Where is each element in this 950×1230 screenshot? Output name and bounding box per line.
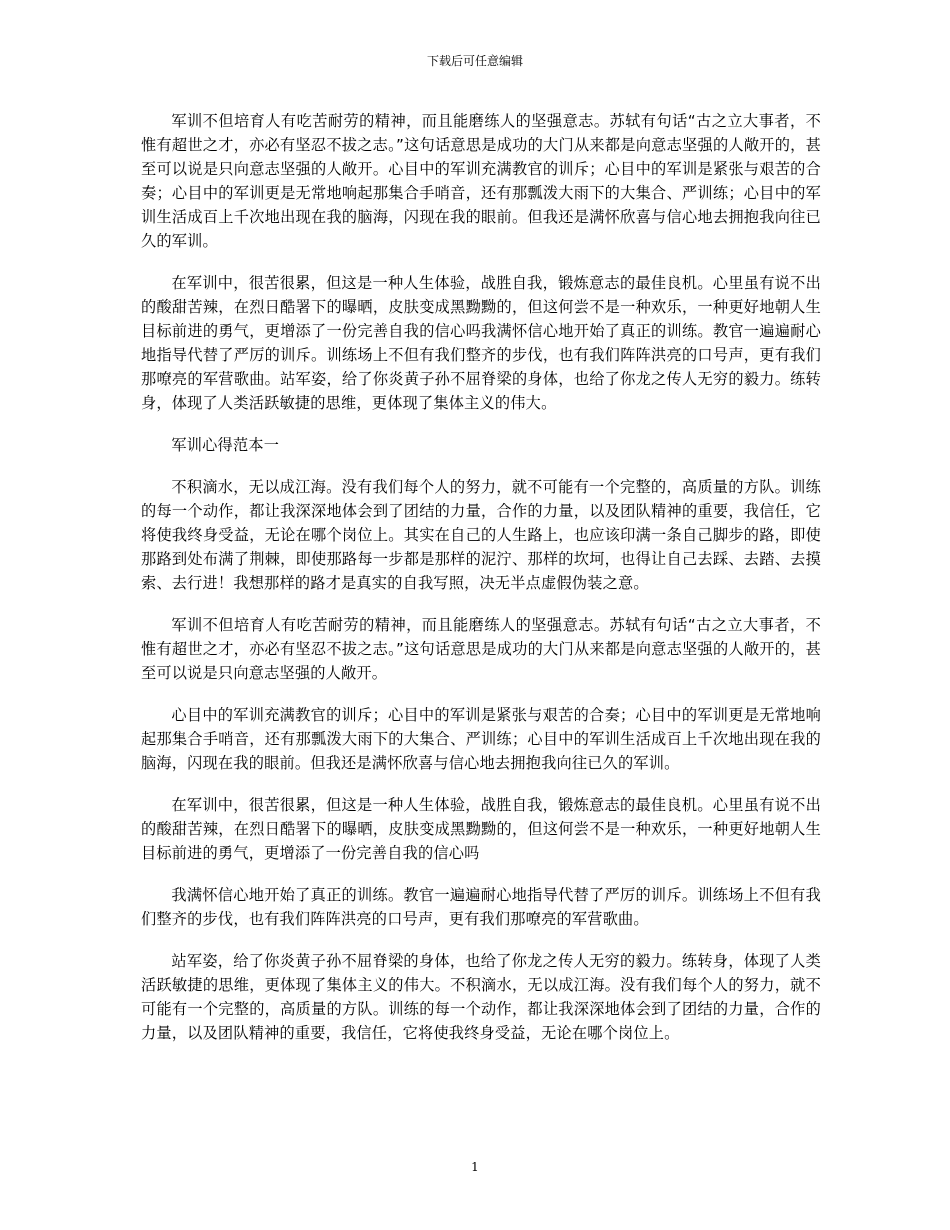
page-header: 下载后可任意编辑 <box>426 54 523 68</box>
paragraph-3: 不积滴水，无以成江海。没有我们每个人的努力，就不可能有一个完整的，高质量的方队。训练的每一个动作，都让我深深地体会到了团结的力量，合作的力量，以及团队精神的重要，我信任，它将使我终身受益，无论在哪个岗位上。其实在自己的人生路上，也应该印满一条自己脚步的路，即使那路到处布满了荆棘，即使那路每一步都是那样的泥泞、那样的坎坷，也得让自己去踩、去踏、去摸索、去行进！我想那样的路才是真实的自我写照，决无半点虚假伪装之意。 <box>141 478 821 592</box>
paragraph-6: 在军训中，很苦很累，但这是一种人生体验，战胜自我，锻炼意志的最佳良机。心里虽有说不出的酸甜苦辣，在烈日酷署下的曝晒，皮肤变成黑黝黝的，但这何尝不是一种欢乐，一种更好地朝人生目标前进的勇气，更增添了一份完善自我的信心吗 <box>141 796 821 862</box>
paragraph-1: 军训不但培育人有吃苦耐劳的精神，而且能磨练人的坚强意志。苏轼有句话“古之立大事者，不惟有超世之才，亦必有坚忍不拔之志。”这句话意思是成功的大门从来都是向意志坚强的人敞开的，甚至可以说是只向意志坚强的人敞开。心目中的军训充满教官的训斥；心目中的军训是紧张与艰苦的合奏；心目中的军训更是无常地响起那集合手哨音，还有那瓢泼大雨下的大集合、严训练；心目中的军训生活成百上千次地出现在我的脑海，闪现在我的眼前。但我还是满怀欣喜与信心地去拥抱我向往已久的军训。 <box>141 112 821 250</box>
paragraph-7: 我满怀信心地开始了真正的训练。教官一遍遍耐心地指导代替了严厉的训斥。训练场上不但有我们整齐的步伐，也有我们阵阵洪亮的口号声，更有我们那嘹亮的军营歌曲。 <box>141 886 821 928</box>
paragraph-5: 心目中的军训充满教官的训斥；心目中的军训是紧张与艰苦的合奏；心目中的军训更是无常地响起那集合手哨音，还有那瓢泼大雨下的大集合、严训练；心目中的军训生活成百上千次地出现在我的脑海，闪现在我的眼前。但我还是满怀欣喜与信心地去拥抱我向往已久的军训。 <box>141 706 821 772</box>
paragraph-4: 军训不但培育人有吃苦耐劳的精神，而且能磨练人的坚强意志。苏轼有句话“古之立大事者，不惟有超世之才，亦必有坚忍不拔之志。”这句话意思是成功的大门从来都是向意志坚强的人敞开的，甚至可以说是只向意志坚强的人敞开。 <box>141 616 821 682</box>
document-body <box>141 109 821 1063</box>
paragraph-8: 站军姿，给了你炎黄子孙不屈脊梁的身体，也给了你龙之传人无穷的毅力。练转身，体现了人类活跃敏捷的思维，更体现了集体主义的伟大。不积滴水，无以成江海。没有我们每个人的努力，就不可能有一个完整的，高质量的方队。训练的每一个动作，都让我深深地体会到了团结的力量，合作的力量，以及团队精神的重要，我信任，它将使我终身受益，无论在哪个岗位上。 <box>141 952 821 1042</box>
paragraph-2: 在军训中，很苦很累，但这是一种人生体验，战胜自我，锻炼意志的最佳良机。心里虽有说不出的酸甜苦辣，在烈日酷署下的曝晒，皮肤变成黑黝黝的，但这何尝不是一种欢乐，一种更好地朝人生目标前进的勇气，更增添了一份完善自我的信心吗我满怀信心地开始了真正的训练。教官一遍遍耐心地指导代替了严厉的训斥。训练场上不但有我们整齐的步伐，也有我们阵阵洪亮的口号声，更有我们那嘹亮的军营歌曲。站军姿，给了你炎黄子孙不屈脊梁的身体，也给了你龙之传人无穷的毅力。练转身，体现了人类活跃敏捷的思维，更体现了集体主义的伟大。 <box>141 274 821 412</box>
page-number: 1 <box>471 1160 479 1174</box>
section-heading: 军训心得范本一 <box>171 436 280 454</box>
